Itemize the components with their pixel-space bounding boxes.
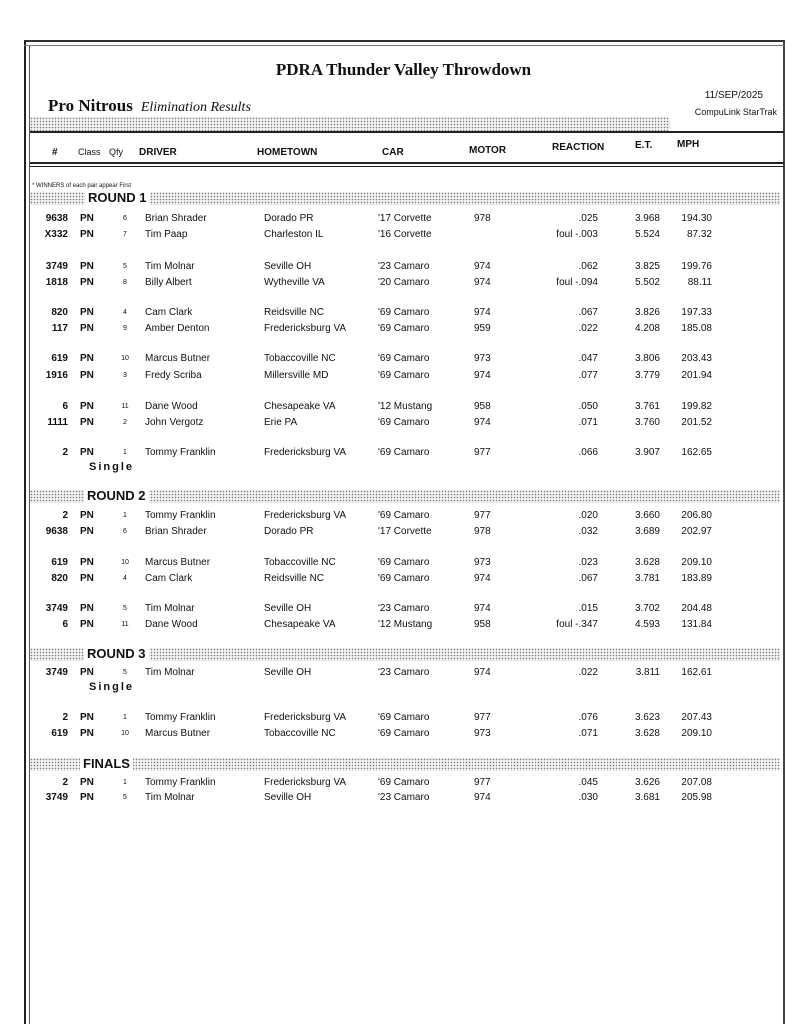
reaction-time: foul -.003 bbox=[556, 229, 598, 240]
car-number: 2 bbox=[62, 447, 68, 458]
hometown: Fredericksburg VA bbox=[264, 323, 347, 334]
hometown: Tobaccoville NC bbox=[264, 353, 336, 364]
elapsed-time: 3.826 bbox=[634, 307, 660, 318]
car-model: '69 Camaro bbox=[378, 712, 430, 723]
speed-mph: 207.43 bbox=[681, 712, 712, 723]
result-row bbox=[0, 260, 807, 274]
reaction-time: .066 bbox=[578, 447, 598, 458]
elapsed-time: 3.968 bbox=[634, 213, 660, 224]
class-code: PN bbox=[80, 353, 94, 364]
qualifying-position: 5 bbox=[123, 794, 127, 801]
elapsed-time: 3.689 bbox=[634, 526, 660, 537]
driver-name: Cam Clark bbox=[145, 573, 193, 584]
car-number: 3749 bbox=[45, 792, 68, 803]
speed-mph: 201.94 bbox=[681, 370, 712, 381]
single-run-label: Single bbox=[89, 681, 135, 693]
car-number: 3749 bbox=[45, 261, 68, 272]
elapsed-time: 3.628 bbox=[634, 728, 660, 739]
motor-number: 974 bbox=[474, 417, 491, 428]
result-row bbox=[0, 602, 807, 616]
car-model: '69 Camaro bbox=[378, 370, 430, 381]
motor-number: 977 bbox=[474, 777, 491, 788]
hometown: Dorado PR bbox=[264, 213, 314, 224]
car-number: 2 bbox=[62, 777, 68, 788]
result-row bbox=[0, 306, 807, 320]
qualifying-position: 6 bbox=[123, 528, 127, 535]
car-number: 619 bbox=[51, 353, 68, 364]
class-name: Pro Nitrous bbox=[48, 96, 133, 115]
motor-number: 974 bbox=[474, 667, 491, 678]
driver-name: John Vergotz bbox=[145, 417, 204, 428]
speed-mph: 88.11 bbox=[687, 277, 712, 288]
car-number: 1916 bbox=[45, 370, 68, 381]
class-code: PN bbox=[80, 277, 94, 288]
qualifying-position: 11 bbox=[121, 621, 129, 628]
motor-number: 974 bbox=[474, 792, 491, 803]
class-code: PN bbox=[80, 261, 94, 272]
car-model: '20 Camaro bbox=[378, 277, 430, 288]
qualifying-position: 4 bbox=[123, 309, 127, 316]
driver-name: Tim Molnar bbox=[145, 792, 195, 803]
motor-number: 978 bbox=[474, 526, 491, 537]
result-row bbox=[0, 352, 807, 366]
elapsed-time: 3.825 bbox=[634, 261, 660, 272]
class-code: PN bbox=[80, 370, 94, 381]
result-row bbox=[0, 556, 807, 570]
round-label: ROUND 1 bbox=[85, 191, 150, 205]
class-code: PN bbox=[80, 573, 94, 584]
class-code: PN bbox=[80, 619, 94, 630]
car-model: '23 Camaro bbox=[378, 603, 430, 614]
driver-name: Dane Wood bbox=[145, 401, 198, 412]
qualifying-position: 5 bbox=[123, 669, 127, 676]
qualifying-position: 5 bbox=[123, 605, 127, 612]
driver-name: Billy Albert bbox=[145, 277, 192, 288]
driver-name: Tim Molnar bbox=[145, 667, 195, 678]
sheet-border-line bbox=[24, 45, 785, 46]
elapsed-time: 3.760 bbox=[634, 417, 660, 428]
reaction-time: foul -.347 bbox=[556, 619, 598, 630]
car-number: 3749 bbox=[45, 667, 68, 678]
car-number: 820 bbox=[51, 573, 68, 584]
col-header-motor: MOTOR bbox=[469, 145, 507, 156]
hometown: Tobaccoville NC bbox=[264, 557, 336, 568]
car-model: '69 Camaro bbox=[378, 353, 430, 364]
qualifying-position: 4 bbox=[123, 575, 127, 582]
divider bbox=[30, 162, 784, 164]
qualifying-position: 5 bbox=[123, 263, 127, 270]
reaction-time: .050 bbox=[578, 401, 598, 412]
car-number: 6 bbox=[62, 401, 68, 412]
motor-number: 959 bbox=[474, 323, 491, 334]
hometown: Chesapeake VA bbox=[264, 401, 336, 412]
motor-number: 977 bbox=[474, 510, 491, 521]
motor-number: 977 bbox=[474, 712, 491, 723]
driver-name: Tommy Franklin bbox=[145, 777, 216, 788]
speed-mph: 87.32 bbox=[686, 229, 712, 240]
car-model: '16 Corvette bbox=[378, 229, 432, 240]
event-heading bbox=[48, 96, 251, 116]
car-model: '23 Camaro bbox=[378, 261, 430, 272]
car-model: '17 Corvette bbox=[378, 213, 432, 224]
hometown: Wytheville VA bbox=[264, 277, 325, 288]
reaction-time: .022 bbox=[578, 323, 598, 334]
driver-name: Tommy Franklin bbox=[145, 712, 216, 723]
qualifying-position: 2 bbox=[123, 419, 127, 426]
result-row bbox=[0, 791, 807, 805]
motor-number: 973 bbox=[474, 728, 491, 739]
reaction-time: .071 bbox=[578, 728, 598, 739]
hometown: Millersville MD bbox=[264, 370, 329, 381]
speed-mph: 209.10 bbox=[681, 728, 712, 739]
result-row bbox=[0, 525, 807, 539]
divider bbox=[30, 166, 784, 167]
result-row bbox=[0, 727, 807, 741]
motor-number: 973 bbox=[474, 557, 491, 568]
elapsed-time: 5.502 bbox=[634, 277, 660, 288]
elapsed-time: 3.761 bbox=[634, 401, 660, 412]
qualifying-position: 8 bbox=[123, 279, 127, 286]
class-code: PN bbox=[80, 557, 94, 568]
car-number: 619 bbox=[51, 557, 68, 568]
elapsed-time: 3.806 bbox=[634, 353, 660, 364]
hometown: Charleston IL bbox=[264, 229, 324, 240]
hometown: Erie PA bbox=[264, 417, 298, 428]
qualifying-position: 1 bbox=[123, 449, 127, 456]
speed-mph: 183.89 bbox=[681, 573, 712, 584]
round-label: ROUND 2 bbox=[84, 489, 149, 503]
speed-mph: 194.30 bbox=[681, 213, 712, 224]
car-model: '23 Camaro bbox=[378, 667, 430, 678]
speed-mph: 202.97 bbox=[681, 526, 712, 537]
car-number: X332 bbox=[44, 229, 68, 240]
class-code: PN bbox=[80, 417, 94, 428]
speed-mph: 162.65 bbox=[681, 447, 712, 458]
result-row bbox=[0, 776, 807, 790]
driver-name: Brian Shrader bbox=[145, 526, 207, 537]
qualifying-position: 10 bbox=[121, 559, 129, 566]
motor-number: 977 bbox=[474, 447, 491, 458]
hometown: Reidsville NC bbox=[264, 307, 325, 318]
divider bbox=[30, 131, 784, 133]
speed-mph: 201.52 bbox=[681, 417, 712, 428]
motor-number: 974 bbox=[474, 603, 491, 614]
reaction-time: .045 bbox=[578, 777, 598, 788]
car-number: 1111 bbox=[47, 417, 68, 428]
result-row bbox=[0, 322, 807, 336]
class-code: PN bbox=[80, 728, 94, 739]
class-code: PN bbox=[80, 447, 94, 458]
car-number: 1818 bbox=[45, 277, 68, 288]
driver-name: Marcus Butner bbox=[145, 353, 211, 364]
hometown: Seville OH bbox=[264, 603, 312, 614]
driver-name: Marcus Butner bbox=[145, 728, 211, 739]
car-model: '69 Camaro bbox=[378, 323, 430, 334]
result-row bbox=[0, 369, 807, 383]
result-row bbox=[0, 711, 807, 725]
speed-mph: 207.08 bbox=[681, 777, 712, 788]
driver-name: Marcus Butner bbox=[145, 557, 211, 568]
speed-mph: 162.61 bbox=[681, 667, 712, 678]
elapsed-time: 5.524 bbox=[634, 229, 660, 240]
hometown: Chesapeake VA bbox=[264, 619, 336, 630]
elapsed-time: 4.208 bbox=[634, 323, 660, 334]
driver-name: Tommy Franklin bbox=[145, 447, 216, 458]
speed-mph: 206.80 bbox=[681, 510, 712, 521]
qualifying-position: 11 bbox=[121, 403, 129, 410]
elapsed-time: 3.781 bbox=[634, 573, 660, 584]
elapsed-time: 3.907 bbox=[634, 447, 660, 458]
elapsed-time: 3.779 bbox=[634, 370, 660, 381]
car-model: '12 Mustang bbox=[378, 401, 433, 412]
round-label: ROUND 3 bbox=[84, 647, 149, 661]
car-model: '69 Camaro bbox=[378, 728, 430, 739]
result-row bbox=[0, 666, 807, 680]
motor-number: 958 bbox=[474, 619, 491, 630]
driver-name: Tim Molnar bbox=[145, 603, 195, 614]
reaction-time: .022 bbox=[578, 667, 598, 678]
qualifying-position: 1 bbox=[123, 779, 127, 786]
class-code: PN bbox=[80, 401, 94, 412]
page-title: PDRA Thunder Valley Throwdown bbox=[275, 60, 532, 79]
driver-name: Tim Molnar bbox=[145, 261, 195, 272]
speed-mph: 209.10 bbox=[681, 557, 712, 568]
car-number: 2 bbox=[62, 510, 68, 521]
speed-mph: 203.43 bbox=[681, 353, 712, 364]
driver-name: Brian Shrader bbox=[145, 213, 207, 224]
car-model: '23 Camaro bbox=[378, 792, 430, 803]
reaction-time: .071 bbox=[578, 417, 598, 428]
hometown: Fredericksburg VA bbox=[264, 447, 347, 458]
car-number: 820 bbox=[51, 307, 68, 318]
class-code: PN bbox=[80, 603, 94, 614]
reaction-time: .023 bbox=[578, 557, 598, 568]
class-code: PN bbox=[80, 792, 94, 803]
hometown: Reidsville NC bbox=[264, 573, 325, 584]
timing-system: CompuLink StarTrak bbox=[694, 107, 777, 117]
hometown: Seville OH bbox=[264, 667, 312, 678]
speed-mph: 199.82 bbox=[681, 401, 712, 412]
result-row bbox=[0, 228, 807, 242]
class-code: PN bbox=[80, 213, 94, 224]
motor-number: 973 bbox=[474, 353, 491, 364]
speed-mph: 205.98 bbox=[681, 792, 712, 803]
col-header-class: Class bbox=[78, 147, 101, 157]
class-code: PN bbox=[80, 229, 94, 240]
round-label: FINALS bbox=[80, 757, 133, 771]
speed-mph: 204.48 bbox=[681, 603, 712, 614]
speed-mph: 185.08 bbox=[681, 323, 712, 334]
event-subtitle: Elimination Results bbox=[140, 100, 251, 115]
reaction-time: .025 bbox=[578, 213, 598, 224]
car-model: '69 Camaro bbox=[378, 447, 430, 458]
col-header-num: # bbox=[52, 147, 58, 158]
speed-mph: 131.84 bbox=[681, 619, 712, 630]
qualifying-position: 10 bbox=[121, 355, 129, 362]
car-model: '69 Camaro bbox=[378, 777, 430, 788]
car-model: '12 Mustang bbox=[378, 619, 433, 630]
hometown: Fredericksburg VA bbox=[264, 712, 347, 723]
result-row bbox=[0, 446, 807, 460]
reaction-time: .077 bbox=[578, 370, 598, 381]
car-number: 117 bbox=[51, 323, 68, 334]
car-model: '69 Camaro bbox=[378, 573, 430, 584]
speed-mph: 197.33 bbox=[681, 307, 712, 318]
result-row bbox=[0, 509, 807, 523]
class-code: PN bbox=[80, 712, 94, 723]
car-number: 619 bbox=[51, 728, 68, 739]
single-run-label: Single bbox=[89, 461, 135, 473]
driver-name: Fredy Scriba bbox=[145, 370, 202, 381]
result-row bbox=[0, 400, 807, 414]
col-header-qfy: Qfy bbox=[109, 147, 124, 157]
col-header-mph: MPH bbox=[677, 139, 700, 150]
car-number: 3749 bbox=[45, 603, 68, 614]
hometown: Fredericksburg VA bbox=[264, 777, 347, 788]
elapsed-time: 3.623 bbox=[634, 712, 660, 723]
car-model: '17 Corvette bbox=[378, 526, 432, 537]
winners-note: * WINNERS of each pair appear First bbox=[32, 183, 132, 189]
reaction-time: .032 bbox=[578, 526, 598, 537]
reaction-time: .020 bbox=[578, 510, 598, 521]
reaction-time: .067 bbox=[578, 307, 598, 318]
qualifying-position: 3 bbox=[123, 372, 127, 379]
elapsed-time: 3.660 bbox=[634, 510, 660, 521]
motor-number: 974 bbox=[474, 307, 491, 318]
reaction-time: foul -.094 bbox=[556, 277, 598, 288]
class-code: PN bbox=[80, 526, 94, 537]
hometown: Dorado PR bbox=[264, 526, 314, 537]
elapsed-time: 3.702 bbox=[634, 603, 660, 614]
car-number: 9638 bbox=[45, 213, 68, 224]
result-row bbox=[0, 416, 807, 430]
qualifying-position: 6 bbox=[123, 215, 127, 222]
result-row bbox=[0, 572, 807, 586]
reaction-time: .062 bbox=[578, 261, 598, 272]
class-code: PN bbox=[80, 667, 94, 678]
hometown: Fredericksburg VA bbox=[264, 510, 347, 521]
col-header-hometown: HOMETOWN bbox=[257, 147, 318, 158]
car-number: 6 bbox=[62, 619, 68, 630]
hometown: Seville OH bbox=[264, 792, 312, 803]
qualifying-position: 9 bbox=[123, 325, 127, 332]
elapsed-time: 3.811 bbox=[635, 667, 660, 678]
reaction-time: .015 bbox=[578, 603, 598, 614]
car-number: 9638 bbox=[45, 526, 68, 537]
driver-name: Dane Wood bbox=[145, 619, 198, 630]
col-header-car: CAR bbox=[382, 147, 404, 158]
motor-number: 974 bbox=[474, 277, 491, 288]
class-code: PN bbox=[80, 307, 94, 318]
elapsed-time: 4.593 bbox=[634, 619, 660, 630]
driver-name: Tommy Franklin bbox=[145, 510, 216, 521]
reaction-time: .067 bbox=[578, 573, 598, 584]
car-model: '69 Camaro bbox=[378, 307, 430, 318]
col-header-driver: DRIVER bbox=[139, 147, 177, 158]
speed-mph: 199.76 bbox=[681, 261, 712, 272]
reaction-time: .076 bbox=[578, 712, 598, 723]
col-header-et: E.T. bbox=[635, 140, 653, 151]
motor-number: 978 bbox=[474, 213, 491, 224]
reaction-time: .047 bbox=[578, 353, 598, 364]
car-model: '69 Camaro bbox=[378, 417, 430, 428]
driver-name: Amber Denton bbox=[145, 323, 210, 334]
motor-number: 974 bbox=[474, 261, 491, 272]
car-model: '69 Camaro bbox=[378, 557, 430, 568]
qualifying-position: 1 bbox=[123, 714, 127, 721]
car-number: 2 bbox=[62, 712, 68, 723]
result-row bbox=[0, 276, 807, 290]
motor-number: 974 bbox=[474, 573, 491, 584]
driver-name: Tim Paap bbox=[145, 229, 188, 240]
round-band bbox=[30, 758, 780, 771]
elapsed-time: 3.628 bbox=[634, 557, 660, 568]
class-code: PN bbox=[80, 510, 94, 521]
motor-number: 974 bbox=[474, 370, 491, 381]
car-model: '69 Camaro bbox=[378, 510, 430, 521]
class-code: PN bbox=[80, 323, 94, 334]
result-row bbox=[0, 618, 807, 632]
hometown: Seville OH bbox=[264, 261, 312, 272]
qualifying-position: 10 bbox=[121, 730, 129, 737]
qualifying-position: 1 bbox=[123, 512, 127, 519]
elapsed-time: 3.681 bbox=[634, 792, 660, 803]
motor-number: 958 bbox=[474, 401, 491, 412]
class-code: PN bbox=[80, 777, 94, 788]
result-row bbox=[0, 212, 807, 226]
event-date: 11/SEP/2025 bbox=[704, 90, 763, 101]
qualifying-position: 7 bbox=[123, 231, 127, 238]
driver-name: Cam Clark bbox=[145, 307, 193, 318]
reaction-time: .030 bbox=[578, 792, 598, 803]
dotted-band bbox=[30, 117, 670, 131]
col-header-reaction: REACTION bbox=[552, 142, 605, 153]
hometown: Tobaccoville NC bbox=[264, 728, 336, 739]
elapsed-time: 3.626 bbox=[634, 777, 660, 788]
